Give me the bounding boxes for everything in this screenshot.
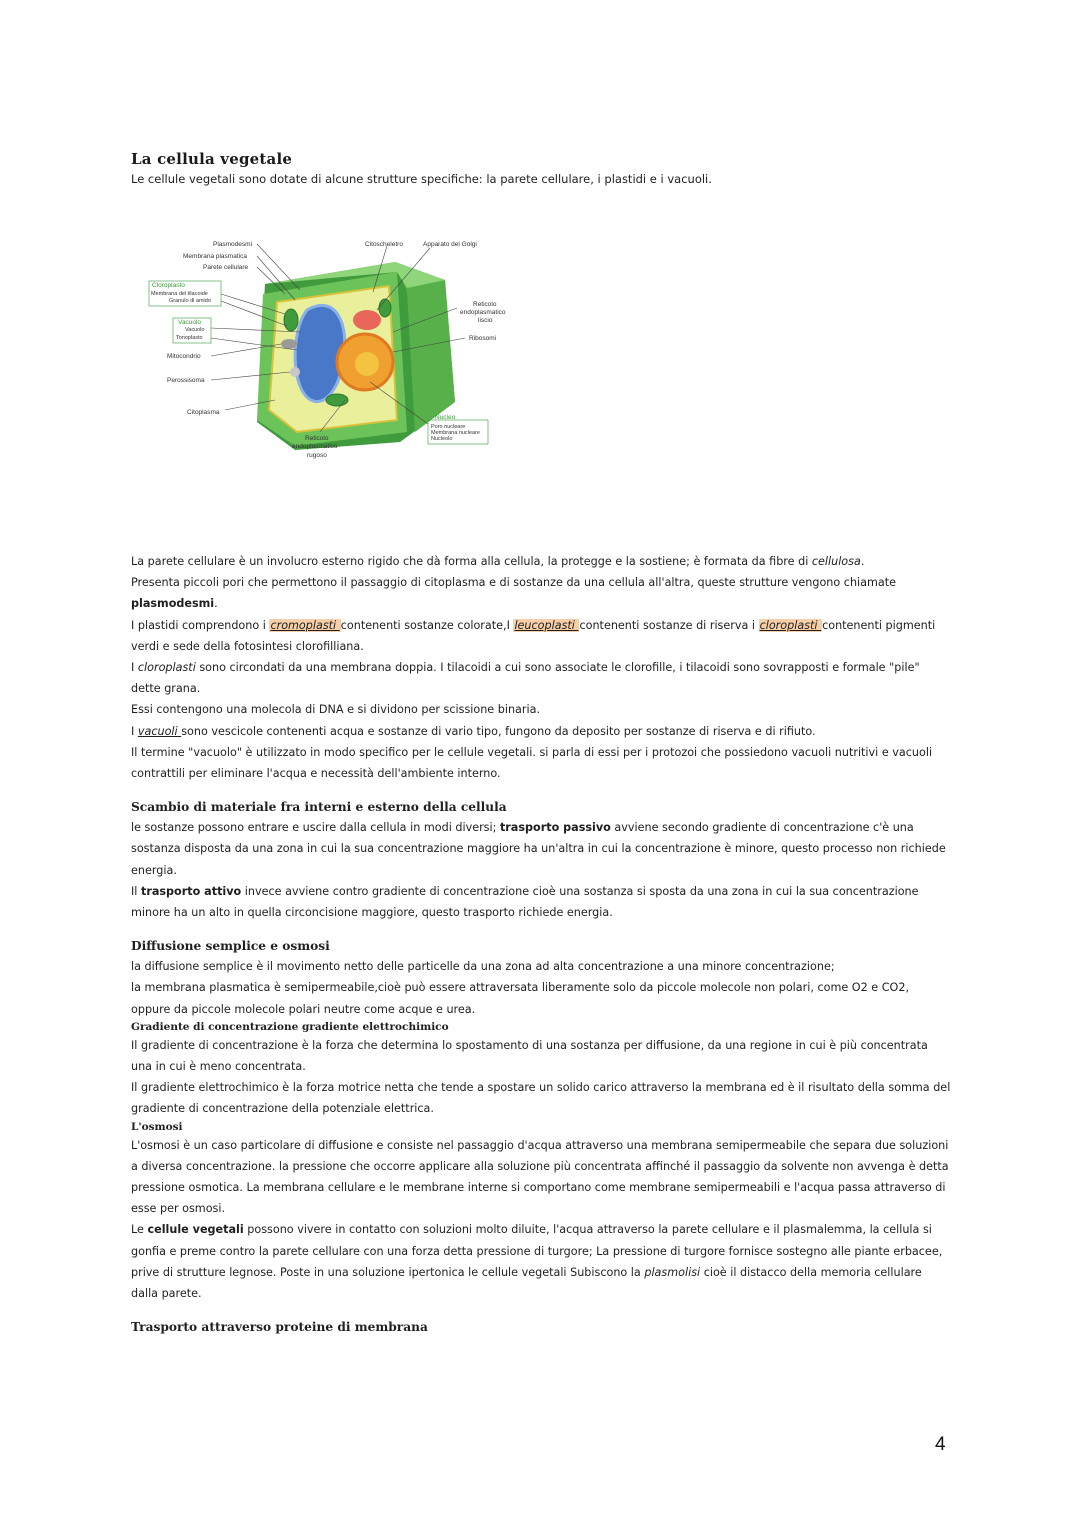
paragraph-cloroplasti: I cloroplasti sono circondati da una membrana doppia. I tilacoidi a cui sono associate le clorofille, i tilacoidi sono sovrapposti e formale "pile" dette grana. bbox=[131, 661, 920, 696]
heading-diffusione: Diffusione semplice e osmosi bbox=[131, 939, 330, 954]
label-apparato-golgi: Apparato del Golgi bbox=[423, 241, 477, 248]
label-plasmodesmi: Plasmodesmi bbox=[213, 241, 253, 248]
nucleolus bbox=[355, 352, 379, 376]
label-cloroplasto: Cloroplasto bbox=[152, 282, 185, 289]
label-rel-1: Reticolo bbox=[473, 301, 497, 308]
paragraph-gradiente-concentrazione: Il gradiente di concentrazione è la forza che determina lo spostamento di una sostanza per diffusione, da una regione in cui è più concentrata una in cui è meno concentrata. bbox=[131, 1038, 928, 1074]
heading-scambio: Scambio di materiale fra interni e esterno della cellula bbox=[131, 800, 507, 815]
plant-cell-diagram bbox=[145, 232, 525, 462]
chloroplast-1 bbox=[284, 309, 298, 331]
label-vacuolo-group: Vacuolo bbox=[178, 319, 202, 326]
highlight-leucoplasti: leucoplasti bbox=[514, 618, 579, 632]
paragraph-diffusione-semplice: la diffusione semplice è il movimento netto delle particelle da una zona ad alta concentrazione a una minore concentrazione; bbox=[131, 960, 835, 974]
label-rel-3: liscio bbox=[478, 317, 493, 324]
label-ribosomi: Ribosomi bbox=[469, 335, 497, 342]
mitochondrion bbox=[281, 339, 297, 349]
label-rer-3: rugoso bbox=[307, 452, 327, 459]
body-text bbox=[131, 551, 951, 1337]
label-nucleo: Nucleo bbox=[435, 414, 456, 421]
paragraph-vacuoli: I vacuoli sono vescicole contenenti acqua e sostanze di vario tipo, fungono da deposito per sostanze di riserva e di rifiuto. bbox=[131, 724, 816, 738]
plant-cell-svg bbox=[145, 232, 525, 462]
page-number: 4 bbox=[935, 1434, 946, 1455]
label-citoplasma: Citoplasma bbox=[187, 409, 220, 416]
paragraph-membrana-semipermeabile: la membrana plasmatica è semipermeabile,cioè può essere attraversata liberamente solo da piccole molecole non polari, come O2 e CO2, oppure da piccole molecole polari neutre come acque e urea. bbox=[131, 981, 910, 1016]
golgi bbox=[353, 310, 381, 330]
label-membrana-tilacoide: Membrana del tilacoide bbox=[151, 291, 208, 297]
highlight-cromoplasti: cromoplasti bbox=[270, 618, 340, 632]
label-citoscheletro: Citoscheletro bbox=[365, 241, 403, 248]
paragraph-attivo: Il trasporto attivo invece avviene contro gradiente di concentrazione cioè una sostanza si sposta da una zona in cui la sua concentrazione minore ha un alto in quella circoncisione maggiore, questo trasporto richiede energia. bbox=[131, 884, 919, 920]
label-nucleolo: Nucleolo bbox=[431, 436, 453, 442]
highlight-cloroplasti: cloroplasti bbox=[759, 618, 822, 632]
label-parete-cellulare: Parete cellulare bbox=[203, 264, 249, 271]
paragraph-dna: Essi contengono una molecola di DNA e si dividono per scissione binaria. bbox=[131, 703, 541, 717]
label-rer-1: Reticolo bbox=[305, 435, 329, 442]
paragraph-plasmodesmi: Presenta piccoli pori che permettono il passaggio di citoplasma e di sostanze da una cellula all'altra, queste strutture vengono chiamate plasmodesmi. bbox=[131, 576, 897, 611]
paragraph-passivo: le sostanze possono entrare e uscire dalla cellula in modi diversi; trasporto passivo avviene secondo gradiente di concentrazione c'è una sostanza disposta da una zona in cui la sua concentrazione maggiore ha un'altra in cui la concentrazione è minore, questo processo non richiede energia. bbox=[131, 821, 946, 877]
paragraph-gradiente-elettrochimico: Il gradiente elettrochimico è la forza motrice netta che tende a spostare un solido carico attraverso la membrana ed è il risultato della somma del gradiente di concentrazione della potenziale elettrica. bbox=[131, 1081, 951, 1116]
label-mitocondrio: Mitocondrio bbox=[167, 353, 201, 360]
peroxisome bbox=[290, 367, 300, 377]
subheading-gradiente: Gradiente di concentrazione gradiente elettrochimico bbox=[131, 1020, 449, 1033]
subheading-osmosi: L'osmosi bbox=[131, 1120, 183, 1133]
paragraph-cellule-vegetali: Le cellule vegetali possono vivere in contatto con soluzioni molto diluite, l'acqua attraverso la parete cellulare e il plasmalemma, la cellula si gonfia e preme contro la parete cellulare con una forza detta pressione di turgore; La pressione di turgore fornisce sostegno alle piante erbacee, prive di strutture legnose. Poste in una soluzione ipertonica le cellule vegetali Subiscono la plasmolisi cioè il distacco della memoria cellulare dalla parete. bbox=[131, 1223, 943, 1301]
label-rel-2: endoplasmatico bbox=[460, 309, 506, 316]
heading-trasporto: Trasporto attraverso proteine di membrana bbox=[131, 1320, 428, 1335]
paragraph-parete: La parete cellulare è un involucro esterno rigido che dà forma alla cellula, la protegge e la sostiene; è formata da fibre di cellulosa. bbox=[131, 555, 865, 568]
label-granulo-amido: Granulo di amido bbox=[169, 298, 211, 304]
paragraph-termine-vacuolo: Il termine "vacuolo" è utilizzato in modo specifico per le cellule vegetali. si parla di essi per i protozoi che possiedono vacuoli nutritivi e vacuoli contrattili per eliminare l'acqua e necessità dell'ambiente interno. bbox=[131, 745, 933, 781]
paragraph-osmosi: L'osmosi è un caso particolare di diffusione e consiste nel passaggio d'acqua attraverso una membrana semipermeabile che separa due soluzioni a diversa concentrazione. la pressione che occorre applicare alla soluzione più concentrata affinché il passaggio da solvente non avvenga è detta pressione osmotica. La membrana cellulare e le membrane interne si comportano come membrane semipermeabili e l'acqua passa attraverso di esse per osmosi. bbox=[131, 1138, 949, 1216]
page-title: La cellula vegetale bbox=[131, 150, 293, 168]
label-rer-2: endoplasmatico bbox=[292, 443, 338, 450]
label-membrana-plasmatica: Membrana plasmatica bbox=[183, 253, 247, 260]
label-membrana-nucleare: Membrana nucleare bbox=[431, 430, 480, 436]
label-tonoplasto: Tonoplasto bbox=[176, 335, 203, 341]
label-perossisoma: Perossisoma bbox=[167, 377, 205, 384]
paragraph-plastidi: I plastidi comprendono i cromoplasti contenenti sostanze colorate,I leucoplasti contenenti sostanze di riserva i cloroplasti contenenti pigmenti verdi e sede della fotosintesi clorofilliana. bbox=[131, 618, 936, 653]
intro-text: Le cellule vegetali sono dotate di alcune strutture specifiche: la parete cellulare, i plastidi e i vacuoli. bbox=[131, 172, 712, 186]
label-poro-nucleare: Poro nucleare bbox=[431, 424, 466, 430]
chloroplast-3 bbox=[379, 299, 391, 317]
label-vacuolo: Vacuolo bbox=[185, 327, 205, 333]
